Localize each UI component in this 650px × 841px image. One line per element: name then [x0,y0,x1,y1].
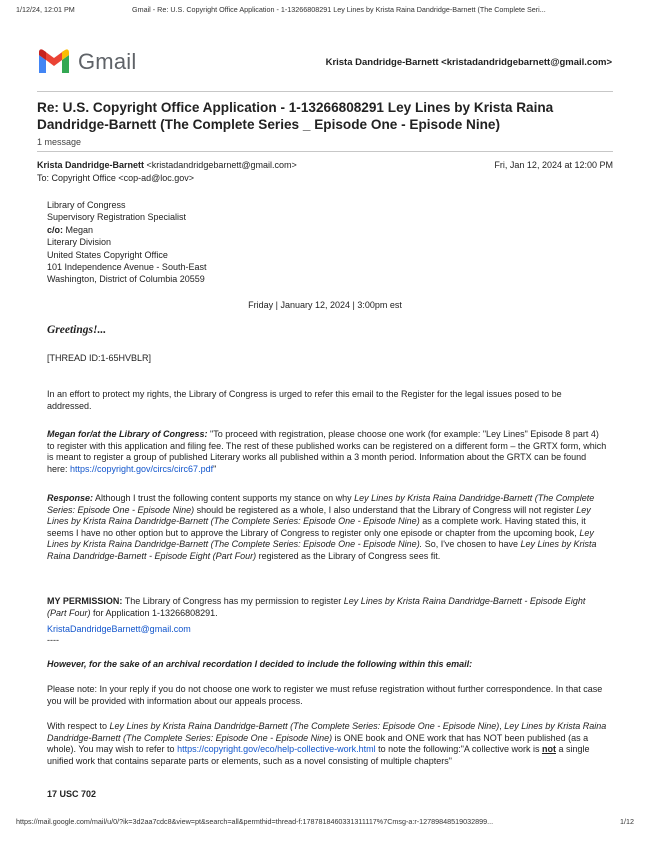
work-title: Ley Lines by Krista Raina Dandridge-Barnett - Episode Eight (Part Four) [47,539,597,561]
gmail-logo[interactable] [37,46,137,80]
greeting: Greetings!... [47,324,107,336]
print-title: Gmail - Re: U.S. Copyright Office Application - 1-13266808291 Ley Lines by Krista Raina Dandridge-Barnett (The Complete Seri... [132,5,546,14]
collective-work-link[interactable]: https://copyright.gov/eco/help-collective-work.html [177,744,376,755]
recipient-address [47,199,206,286]
megan-text-end: " [213,463,217,474]
message-count: 1 message [37,137,82,147]
divider [37,91,613,92]
collective-text: With respect to [47,721,110,731]
divider [37,151,613,152]
paragraph-collective-work [47,721,607,767]
permission-text: for Application 1-13266808291. [90,607,218,618]
address-line: Supervisory Registration Specialist [47,212,187,223]
address-line: Washington, District of Columbia 20559 [47,274,205,285]
paragraph-response [47,493,607,563]
signature [47,624,607,645]
sender-line [37,160,297,170]
work-title: Ley Lines by Krista Raina Dandridge-Barnett (The Complete Series: Episode One - Episode Nine) [47,493,595,515]
email-subject: Re: U.S. Copyright Office Application - 1-13266808291 Ley Lines by Krista Raina Dandridge-Barnett (The Complete Series _ Episode One - Episode Nine) [37,100,554,132]
print-header [16,5,634,17]
response-text: should be registered as a whole, I also understand that the Library of Congress will not register [194,504,577,515]
response-text: as a complete work. Having stated this, it seems I have no other option but to approve the Library of Congress to register only one episode or chapter from the upcoming book, [47,516,586,538]
address-co-label: c/o: [47,224,64,235]
collective-text: a single unified work that contains separate parts or elements, such as a novel consisting of multiple chapters" [47,744,590,766]
work-title: Ley Lines by Krista Raina Dandridge-Barnett (The Complete Series: Episode One - Episode Nine) [109,721,500,731]
emphasis-not: not [541,744,556,755]
gmail-m-icon [37,48,71,74]
collective-text: , [499,721,505,731]
thread-id: [THREAD ID:1-65HVBLR] [47,353,152,363]
print-footer [16,817,634,827]
megan-text: "To proceed with registration, please choose one work (for example: "Ley Lines" Episode 8 part 4) to register with this application and filing fee. The rest of these published works can be registered on a different form – the GRTX form, which is meant to register a group of published Literary works all published within a 3 month period. Information about the GRTX can be found here: [47,429,607,474]
letter-dateline: Friday | January 12, 2024 | 3:00pm est [248,300,402,310]
work-title: Ley Lines by Krista Raina Dandridge-Barnett - Episode Eight (Part Four) [47,596,586,618]
print-url: https://mail.google.com/mail/u/0/?ik=3d2aa7cdc8&view=pt&search=all&permthid=thread-f:1787818460331311117%7Cmsg-a:r-12789848519032899... [16,817,494,826]
address-line [47,224,206,236]
sender-email: <kristadandridgebarnett@gmail.com> [146,160,297,170]
response-text: So, I've chosen to have [422,539,521,550]
gmail-wordmark: Gmail [78,49,137,74]
permission-text: The Library of Congress has my permission to register [122,596,344,606]
paragraph-intro: In an effort to protect my rights, the Library of Congress is urged to refer this email to the Register for the legal issues posed to be addressed. [47,389,562,411]
collective-text: to note the following:"A collective work is [375,744,542,755]
work-title: Ley Lines by Krista Raina Dandridge-Barnett (The Complete Series: Episode One - Episode Nine). [47,527,594,550]
response-label: Response: [47,493,94,503]
signature-email-link[interactable]: KristaDandridgeBarnett@gmail.com [47,624,191,634]
paragraph-permission [47,596,607,619]
signature-dash: ---- [47,634,59,645]
paragraph-archival-note: However, for the sake of an archival recordation I decided to include the following within this email: [47,659,473,669]
grtx-circular-link[interactable]: https://copyright.gov/circs/circ67.pdf [70,463,214,474]
address-line: Literary Division [47,237,112,248]
collective-text: is ONE book and ONE work that has NOT been published (as a whole). You may wish to refer to [47,732,589,755]
address-line: Library of Congress [47,200,126,210]
page-number: 1/12 [620,817,634,826]
message-date: Fri, Jan 12, 2024 at 12:00 PM [494,160,613,170]
usc-heading: 17 USC 702 [47,789,97,799]
response-text: Although I trust the following content supports my stance on why [93,493,355,503]
paragraph-megan-quote [47,429,607,475]
megan-label: Megan for/at the Library of Congress: [47,429,208,439]
work-title: Ley Lines by Krista Raina Dandridge-Barnett (The Complete Series: Episode One - Episode Nine) [47,721,607,743]
sender-name: Krista Dandridge-Barnett [37,160,145,170]
recipient-line: To: Copyright Office <cop-ad@loc.gov> [37,173,195,183]
permission-label: MY PERMISSION: [47,596,123,606]
address-line: United States Copyright Office [47,249,168,260]
address-co-name: Megan [65,224,94,235]
work-title: Ley Lines by Krista Raina Dandridge-Barnett (The Complete Series: Episode One - Episode Nine) [47,504,591,527]
response-text: registered as the Library of Congress sees fit. [256,550,441,561]
paragraph-please-note: Please note: In your reply if you do not choose one work to register we must refuse registration without further correspondence. In that case you will be provided with information about our appeals process. [47,684,603,706]
address-line: 101 Independence Avenue - South-East [47,262,207,273]
print-timestamp: 1/12/24, 12:01 PM [16,5,75,14]
account-label: Krista Dandridge-Barnett <kristadandridgebarnett@gmail.com> [325,57,612,68]
